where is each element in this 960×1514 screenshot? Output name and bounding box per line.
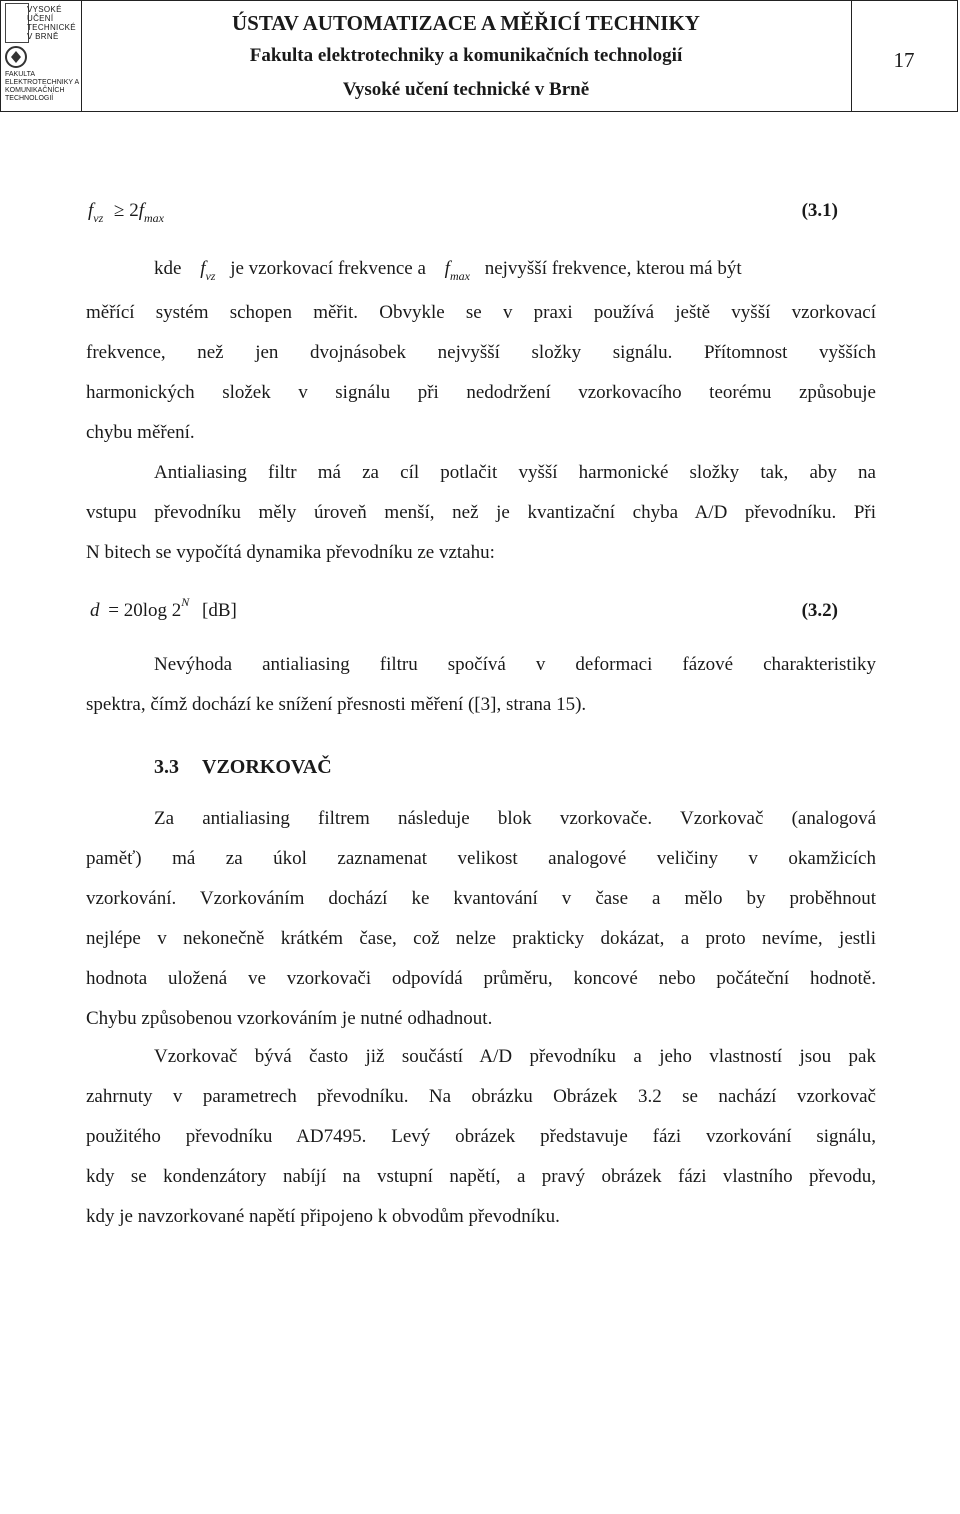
logo-cell	[1, 1, 82, 111]
equation-3-2: d = 20log $2^N$ [dB] (3.2)	[90, 595, 838, 621]
university-logo-text: VYSOKÉ UČENÍ TECHNICKÉ V BRNĚ	[27, 5, 76, 41]
paragraph-line: frekvence, než jen dvojnásobek nejvyšší složky signálu. Přítomnost vyšších	[86, 342, 876, 363]
paragraph-line: N bitech se vypočítá dynamika převodníku ze vztahu:	[86, 542, 495, 563]
paragraph-line: zahrnuty v parametrech převodníku. Na obrázku Obrázek 3.2 se nachází vzorkovač	[86, 1086, 876, 1107]
section-title: VZORKOVAČ	[202, 756, 332, 778]
header-titles	[81, 1, 852, 111]
institute-name: ÚSTAV AUTOMATIZACE A MĚŘICÍ TECHNIKY	[232, 11, 700, 35]
paragraph-line: použitého převodníku AD7495. Levý obrázek představuje fázi vzorkování signálu,	[86, 1126, 876, 1147]
paragraph-line: paměť) má za úkol zaznamenat velikost analogové veličiny v okamžicích	[86, 848, 876, 869]
equation-number: (3.2)	[801, 600, 838, 621]
faculty-logo-text: FAKULTA ELEKTROTECHNIKY A KOMUNIKAČNÍCH TECHNOLOGIÍ	[5, 71, 79, 102]
section-number: 3.3	[154, 756, 179, 778]
section-heading	[154, 756, 944, 779]
equation-number: (3.1)	[801, 200, 838, 221]
paragraph-line: kdy je navzorkované napětí připojeno k obvodům převodníku.	[86, 1206, 560, 1227]
paragraph-line: vstupu převodníku měly úroveň menší, než je kvantizační chyba A/D převodníku. Při	[86, 502, 876, 523]
paragraph-line: Vzorkovač bývá často již součástí A/D převodníku a jeho vlastností jsou pak	[154, 1046, 876, 1067]
paragraph-line: kdy se kondenzátory nabíjí na vstupní napětí, a pravý obrázek fázi vlastního převodu,	[86, 1166, 876, 1187]
page-number: 17	[893, 48, 915, 72]
paragraph-line: hodnota uložená ve vzorkovači odpovídá průměru, koncové nebo počáteční hodnotě.	[86, 968, 876, 989]
paragraph-line: spektra, čímž dochází ke snížení přesnosti měření ([3], strana 15).	[86, 694, 587, 715]
university-name: Vysoké učení technické v Brně	[342, 79, 590, 100]
paragraph-line: vzorkování. Vzorkováním dochází ke kvantování v čase a mělo by proběhnout	[86, 888, 876, 909]
paragraph-line: měřící systém schopen měřit. Obvykle se v praxi používá ještě vyšší vzorkovací	[86, 302, 876, 323]
paragraph-line: harmonických složek v signálu při nedodržení vzorkovacího teorému způsobuje	[86, 382, 876, 403]
paragraph-line: nejlépe v nekonečně krátkém čase, což nelze prakticky dokázat, a proto nevíme, jestli	[86, 928, 876, 949]
faculty-name: Fakulta elektrotechniky a komunikačních technologií	[249, 45, 683, 66]
paragraph-line: kde $f_{vz}$ je vzorkovací frekvence a $f_{max}$ nejvyšší frekvence, kterou má být	[154, 258, 742, 283]
paragraph-line: chybu měření.	[86, 422, 195, 443]
page-header	[0, 0, 958, 112]
equation-3-1: $f_{vz} \ge 2f_{max}$ (3.1)	[88, 200, 838, 225]
paragraph-line: Nevýhoda antialiasing filtru spočívá v deformaci fázové charakteristiky	[154, 654, 876, 675]
paragraph-line: Antialiasing filtr má za cíl potlačit vyšší harmonické složky tak, aby na	[154, 462, 876, 483]
paragraph-line: Chybu způsobenou vzorkováním je nutné odhadnout.	[86, 1008, 493, 1029]
faculty-logo-icon	[5, 45, 27, 69]
university-logo-icon	[5, 3, 29, 43]
paragraph-line: Za antialiasing filtrem následuje blok vzorkovače. Vzorkovač (analogová	[154, 808, 876, 829]
